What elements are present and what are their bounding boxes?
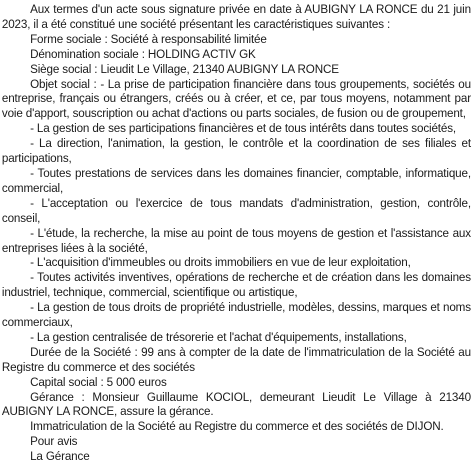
notice-signature: La Gérance — [30, 449, 90, 464]
notice-legal-form: Forme sociale : Société à responsabilité limitée — [30, 31, 267, 46]
notice-company-name: Dénomination sociale : HOLDING ACTIV GK — [30, 46, 256, 61]
notice-purpose-item: - La direction, l'animation, la gestion, le contrôle et la coordination de ses filiales et participations, — [1, 136, 471, 166]
notice-purpose-item: - L'acquisition d'immeubles ou droits immobiliers en vue de leur exploitation, — [30, 255, 411, 270]
notice-purpose-item: - Toutes activités inventives, opérations de recherche et de création dans les domaines industriel, technique, commercial, scientifique ou artistique, — [1, 270, 471, 300]
notice-management: Gérance : Monsieur Guillaume KOCIOL, demeurant Lieudit Le Village à 21340 AUBIGNY LA RONCE, assure la gérance. — [1, 389, 471, 419]
notice-purpose-item: - La gestion de ses participations financières et de tous intérêts dans toutes sociétés, — [30, 121, 457, 136]
notice-corporate-purpose: Objet social : - La prise de participation financière dans tous groupements, sociétés ou entreprise, français ou étrangers, créés ou à créer, et ce, par tous moyens, notamment par voie d'apport, souscription ou achat d'actions ou parts sociales, de fusion ou de groupement, — [1, 76, 471, 121]
notice-registered-office: Siège social : Lieudit Le Village, 21340 AUBIGNY LA RONCE — [30, 61, 339, 76]
notice-closing: Pour avis — [30, 434, 78, 449]
notice-share-capital: Capital social : 5 000 euros — [30, 374, 167, 389]
notice-purpose-item: - Toutes prestations de services dans les domaines financier, comptable, informatique, commercial, — [1, 165, 471, 195]
notice-purpose-item: - La gestion de tous droits de propriété industrielle, modèles, dessins, marques et noms commerciaux, — [1, 300, 471, 330]
notice-purpose-item: - L'étude, la recherche, la mise au point de tous moyens de gestion et l'assistance aux entreprises liées à la société, — [1, 225, 471, 255]
notice-intro: Aux termes d'un acte sous signature privée en date à AUBIGNY LA RONCE du 21 juin 2023, il a été constitué une société présentant les caractéristiques suivantes : — [1, 2, 471, 31]
notice-purpose-item: - L'acceptation ou l'exercice de tous mandats d'administration, gestion, contrôle, conseil, — [1, 195, 471, 225]
notice-purpose-item: - La gestion centralisée de trésorerie et l'achat d'équipements, installations, — [30, 329, 407, 344]
notice-duration: Durée de la Société : 99 ans à compter de la date de l'immatriculation de la Société au Registre du commerce et des sociétés — [1, 344, 471, 374]
notice-registration: Immatriculation de la Société au Registre du commerce et des sociétés de DIJON. — [30, 419, 444, 434]
